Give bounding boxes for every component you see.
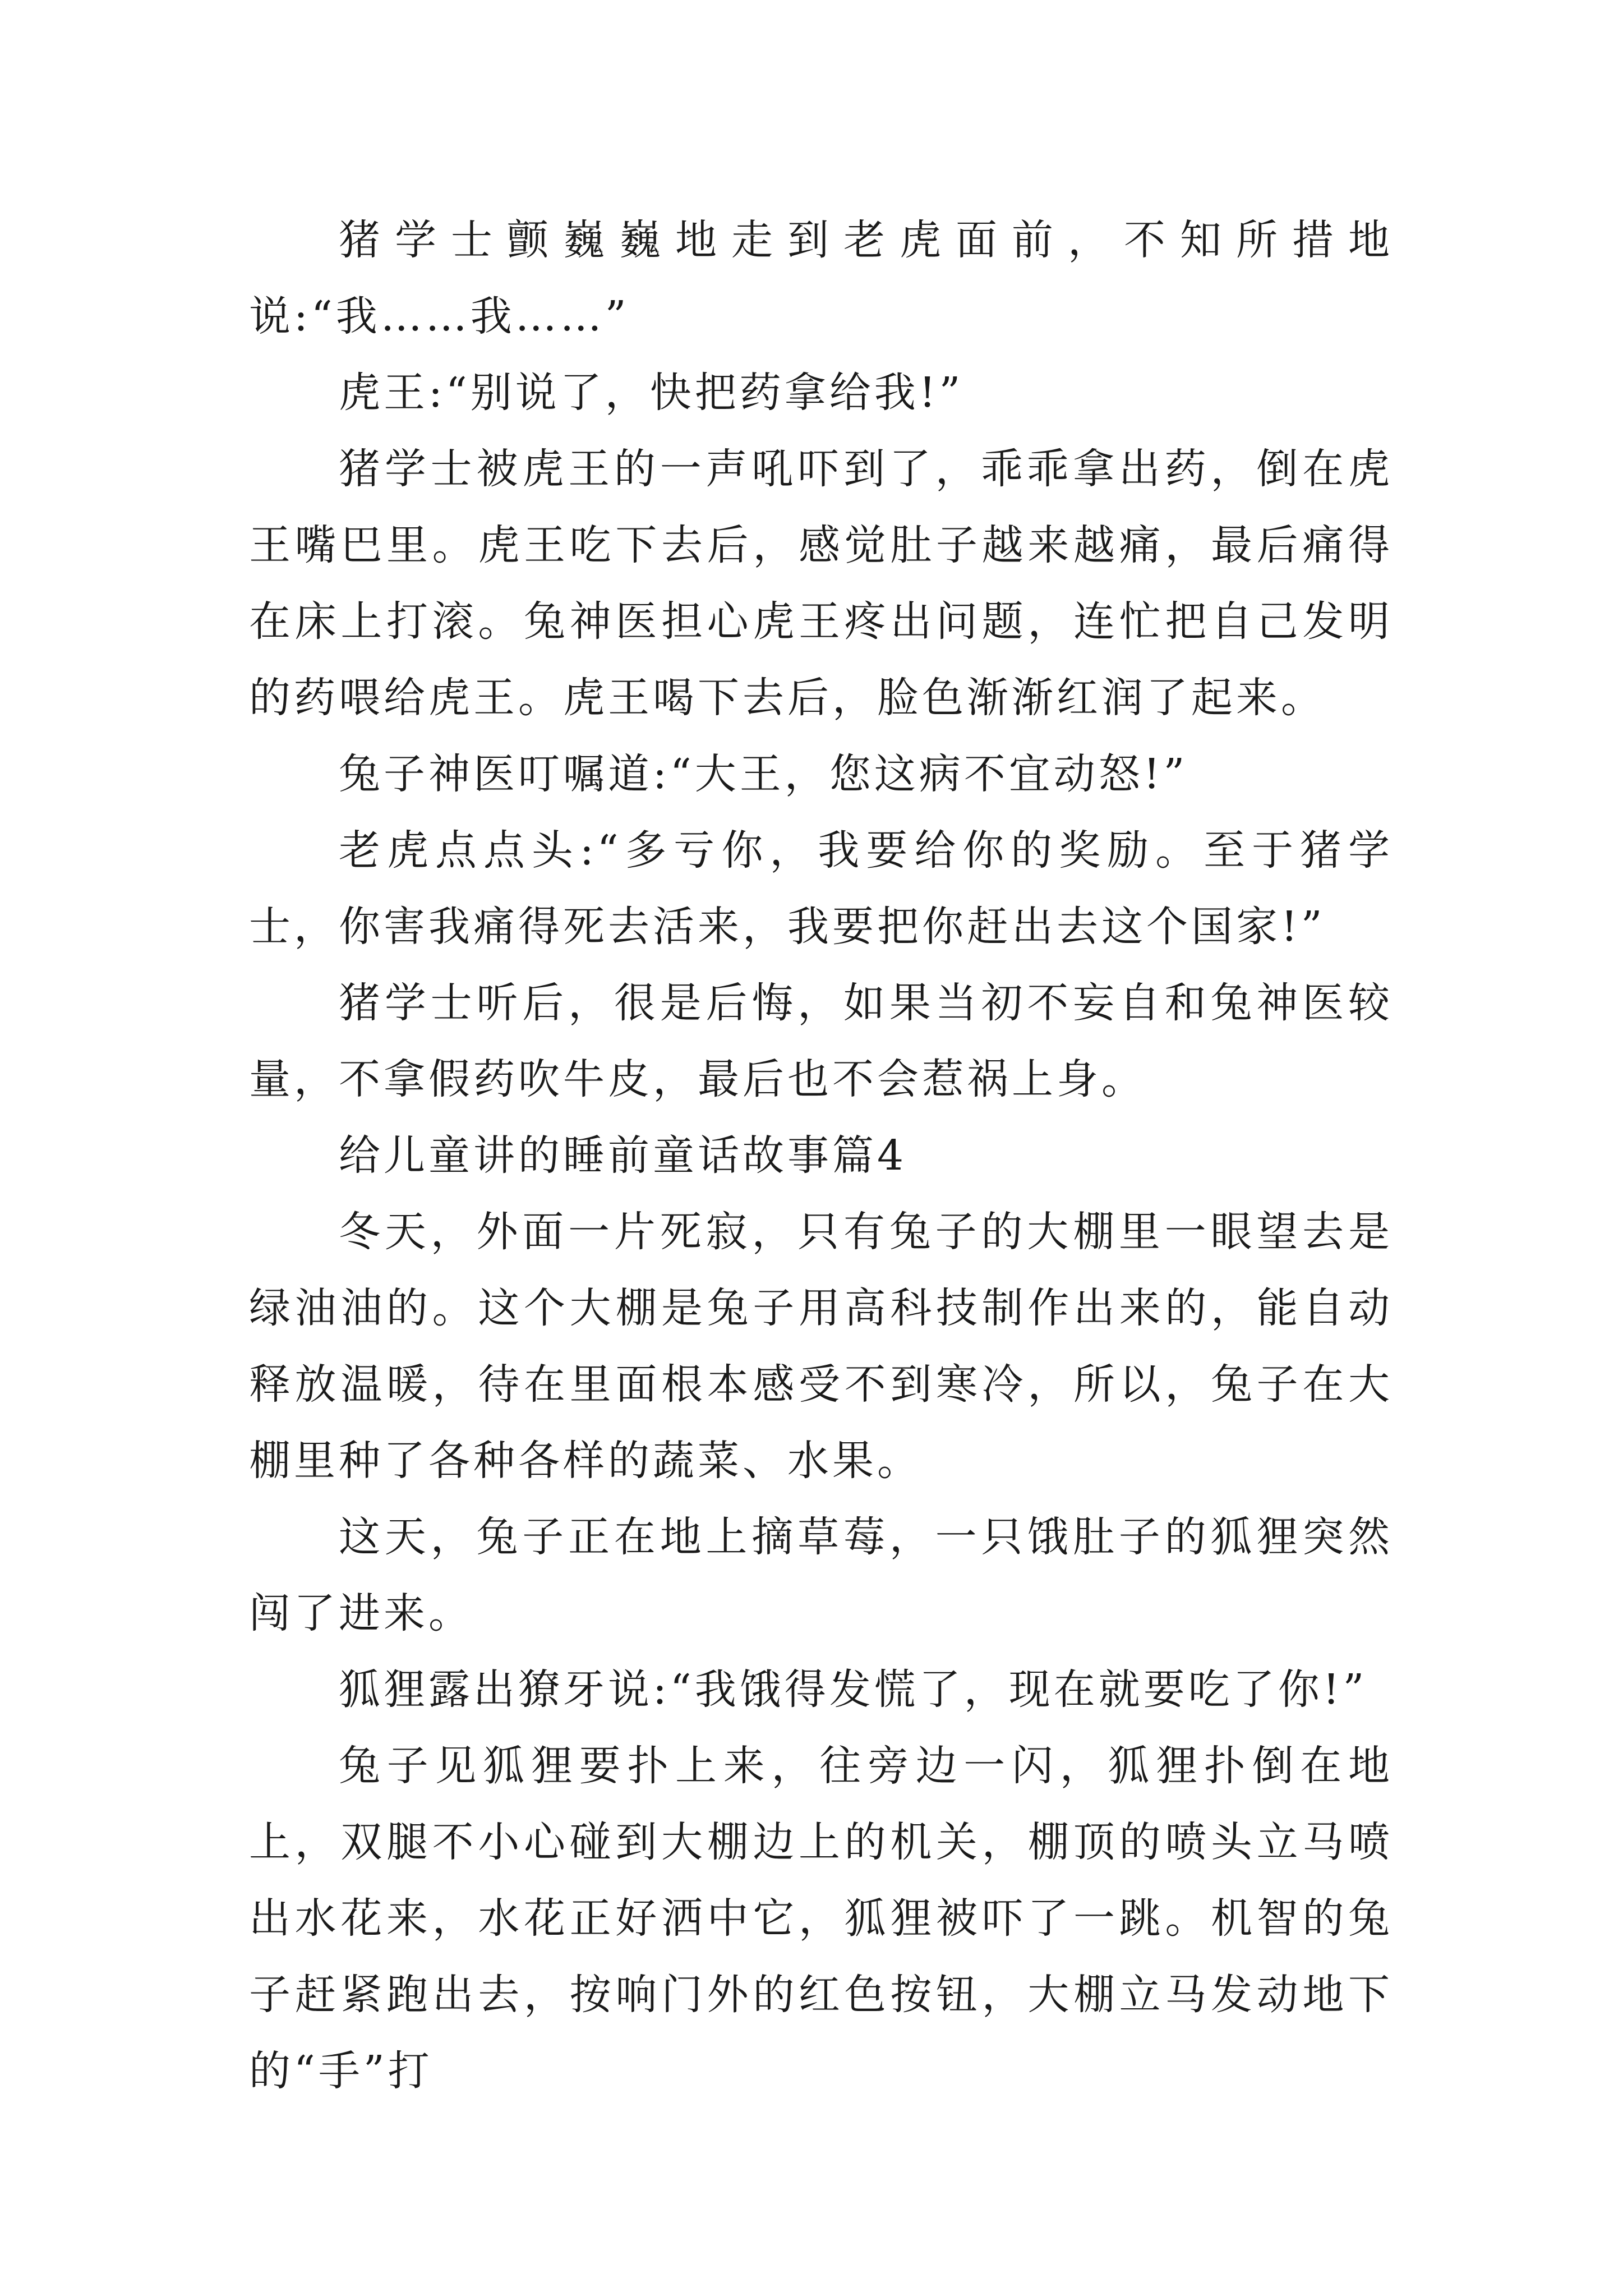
paragraph: 兔子神医叮嘱道:“大王，您这病不宜动怒!”: [339, 750, 1188, 798]
paragraph: 兔子见狐狸要扑上来，往旁边一闪，狐狸扑倒在地上，双腿不小心碰到大棚边上的机关，棚顶的喷头立马喷出水花来，水花正好洒中它，狐狸被吓了一跳。机智的兔子赶紧跑出去，按响门外的红色按钮，大棚立马发动地下的“手”打: [249, 1742, 1393, 2095]
paragraph: 猪学士颤巍巍地走到老虎面前，不知所措地说:“我……我……”: [249, 216, 1393, 341]
paragraph: 虎王:“别说了，快把药拿给我!”: [339, 369, 964, 417]
paragraph: 这天，兔子正在地上摘草莓，一只饿肚子的狐狸突然闯了进来。: [249, 1513, 1393, 1637]
paragraph: 狐狸露出獠牙说:“我饿得发慌了，现在就要吃了你!”: [339, 1665, 1368, 1714]
document-body: [249, 202, 1393, 2109]
paragraph: 猪学士被虎王的一声吼吓到了，乖乖拿出药，倒在虎王嘴巴里。虎王吃下去后，感觉肚子越来越痛，最后痛得在床上打滚。兔神医担心虎王疼出问题，连忙把自己发明的药喂给虎王。虎王喝下去后，脸色渐渐红润了起来。: [249, 445, 1393, 722]
paragraph: 老虎点点头:“多亏你，我要给你的奖励。至于猪学士，你害我痛得死去活来，我要把你赶出去这个国家!”: [249, 826, 1393, 951]
section-heading: 给儿童讲的睡前童话故事篇4: [339, 1131, 907, 1180]
paragraph: 冬天，外面一片死寂，只有兔子的大棚里一眼望去是绿油油的。这个大棚是兔子用高科技制作出来的，能自动释放温暖，待在里面根本感受不到寒冷，所以，兔子在大棚里种了各种各样的蔬菜、水果。: [249, 1208, 1393, 1485]
paragraph: 猪学士听后，很是后悔，如果当初不妄自和兔神医较量，不拿假药吹牛皮，最后也不会惹祸上身。: [249, 979, 1393, 1103]
